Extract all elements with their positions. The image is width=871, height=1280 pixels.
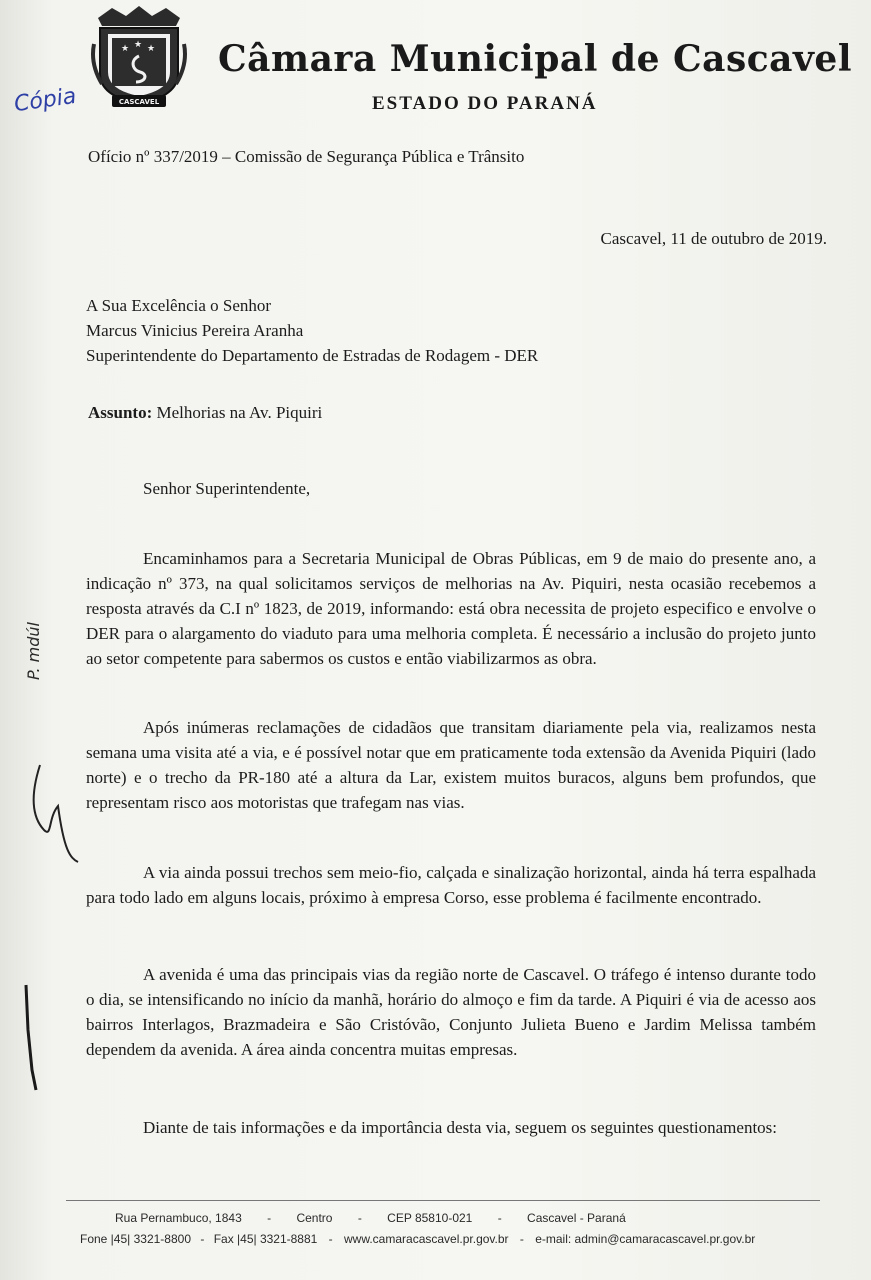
margin-handwritten-note: P. mdúl (24, 622, 43, 680)
svg-text:★: ★ (134, 40, 143, 50)
body-paragraph-3: A via ainda possui trechos sem meio-fio, calçada e sinalização horizontal, ainda há terra espalhada para todo lado em alguns locais, próximo à empresa Corso, esse problema é facilmente encontrado. (86, 863, 816, 907)
margin-signature-mark (34, 765, 78, 862)
footer-separator: - (357, 1211, 362, 1225)
footer-contact-line (80, 1232, 755, 1246)
footer-separator: - (497, 1211, 502, 1225)
subject-label: Assunto: (88, 403, 153, 422)
letter-date: Cascavel, 11 de outubro de 2019. (600, 229, 827, 248)
letterhead-title: Câmara Municipal de Cascavel (218, 38, 852, 80)
crest-label: CASCAVEL (118, 98, 160, 106)
letterhead-subtitle: ESTADO DO PARANÁ (372, 93, 598, 114)
body-paragraph-4: A avenida é uma das principais vias da região norte de Cascavel. O tráfego é intenso durante todo o dia, se intensificando no início da manhã, horário do almoço e fim da tarde. A Piquiri é via de acesso aos bairros Interlagos, Brazmadeira e São Cristóvão, Conjunto Julieta Bueno e Jardim Melissa também dependem da avenida. A área ainda concentra muitas empresas. (86, 965, 816, 1059)
addressee-block (86, 293, 538, 368)
salutation: Senhor Superintendente, (143, 479, 311, 498)
copy-stamp: Cópia (12, 83, 78, 118)
footer-separator: - (267, 1211, 272, 1225)
footer-email: e-mail: admin@camaracascavel.pr.gov.br (535, 1232, 756, 1246)
footer-fax: Fax |45| 3321-8881 (213, 1232, 318, 1246)
body-paragraph-2: Após inúmeras reclamações de cidadãos que transitam diariamente pela via, realizamos nesta semana uma visita até a via, e é possível notar que em praticamente toda extensão da Avenida Piquiri (lado norte) e o trecho da PR-180 até a altura da Lar, existem muitos buracos, alguns bem profundos, que representam risco aos motoristas que trafegam nas vias. (86, 718, 816, 812)
footer-separator: - (328, 1232, 333, 1246)
footer-street: Rua Pernambuco, 1843 (115, 1211, 242, 1225)
addressee-name: Marcus Vinicius Pereira Aranha (86, 321, 304, 340)
footer-address-line (115, 1211, 626, 1225)
svg-text:★: ★ (147, 44, 156, 54)
footer-district: Centro (296, 1211, 333, 1225)
margin-vertical-line (26, 985, 36, 1090)
footer-separator: - (200, 1232, 205, 1246)
footer-city: Cascavel - Paraná (527, 1211, 626, 1225)
subject-text: Melhorias na Av. Piquiri (156, 403, 323, 422)
footer-cep: CEP 85810-021 (387, 1211, 473, 1225)
footer-divider (66, 1200, 820, 1201)
subject-line (88, 403, 322, 423)
svg-text:★: ★ (121, 44, 130, 54)
footer-separator: - (519, 1232, 524, 1246)
addressee-title: Superintendente do Departamento de Estradas de Rodagem - DER (86, 346, 539, 365)
body-paragraph-1: Encaminhamos para a Secretaria Municipal de Obras Públicas, em 9 de maio do presente ano, a indicação nº 373, na qual solicitamos serviços de melhorias na Av. Piquiri, nesta ocasião recebemos a resposta através da C.I nº 1823, de 2019, informando: está obra necessita de projeto especifico e envolve o DER para o alargamento do viaduto para uma melhoria completa. É necessário a inclusão do projeto junto ao setor competente para sabermos os custos e então viabilizarmos as obra. (86, 549, 816, 668)
footer-phone: Fone |45| 3321-8800 (80, 1232, 191, 1246)
footer-website: www.camaracascavel.pr.gov.br (344, 1232, 509, 1246)
addressee-line-1: A Sua Excelência o Senhor (86, 296, 272, 315)
body-paragraph-5: Diante de tais informações e da importância desta via, seguem os seguintes questionamentos: (143, 1118, 778, 1137)
oficio-number: Ofício nº 337/2019 – Comissão de Segurança Pública e Trânsito (88, 147, 525, 166)
